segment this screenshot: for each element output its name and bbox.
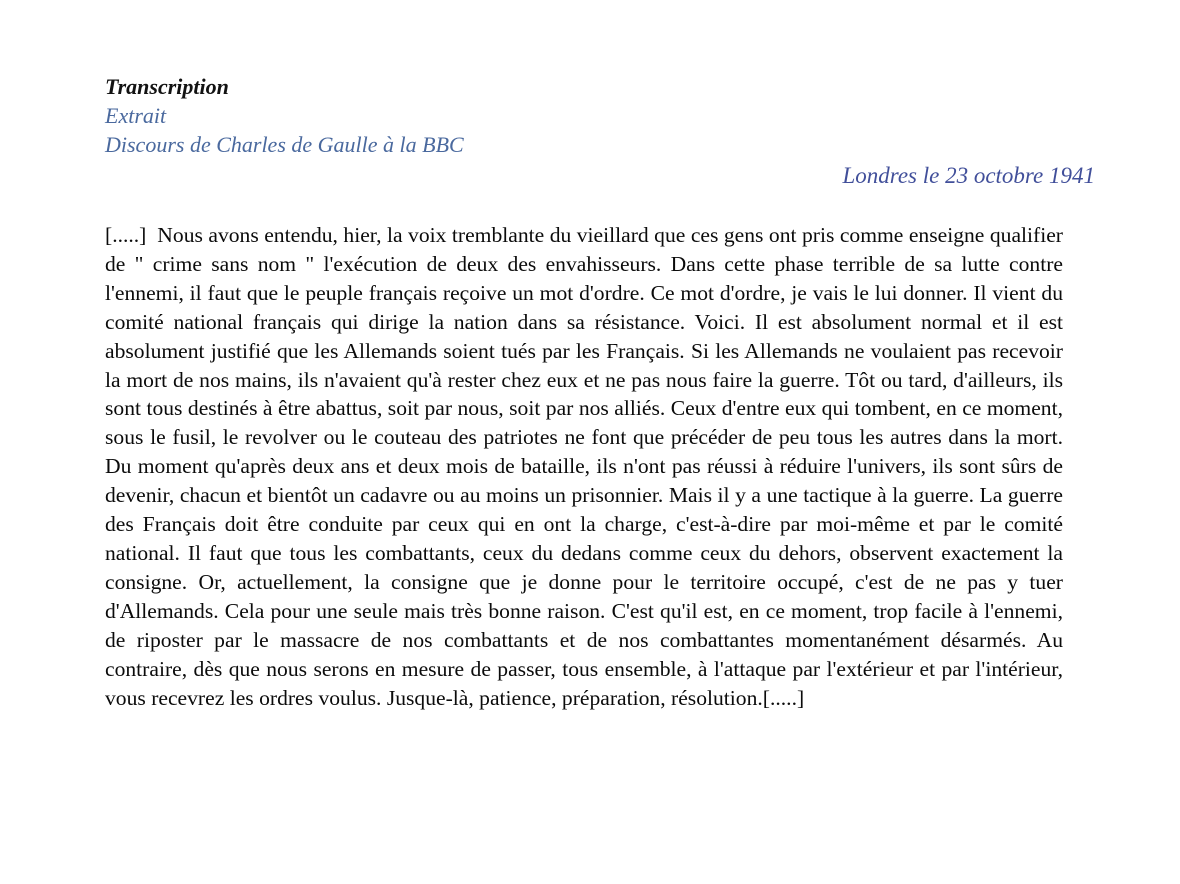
document-title: Transcription xyxy=(105,74,229,99)
document-subtitle-extrait: Extrait xyxy=(105,103,167,128)
document-content xyxy=(105,72,1095,712)
document-subtitle-discours: Discours de Charles de Gaulle à la BBC xyxy=(105,132,464,157)
document-dateline: Londres le 23 octobre 1941 xyxy=(842,163,1095,188)
speech-transcript-paragraph: [.....] Nous avons entendu, hier, la voix tremblante du vieillard que ces gens ont pris comme enseigne qualifier de " crime sans nom " l'exécution de deux des envahisseurs. Dans cette phase terrible de sa lutte contre l'ennemi, il faut que le peuple français reçoive un mot d'ordre. Ce mot d'ordre, je vais le lui donner. Il vient du comité national français qui dirige la nation dans sa résistance. Voici. Il est absolument normal et il est absolument justifié que les Allemands soient tués par les Français. Si les Allemands ne voulaient pas recevoir la mort de nos mains, ils n'avaient qu'à rester chez eux et ne pas nous faire la guerre. Tôt ou tard, d'ailleurs, ils sont tous destinés à être abattus, soit par nous, soit par nos alliés. Ceux d'entre eux qui tombent, en ce moment, sous le fusil, le revolver ou le couteau des patriotes ne font que précéder de peu tous les autres dans la mort. Du moment qu'après deux ans et deux mois de bataille, ils n'ont pas réussi à réduire l'univers, ils sont sûrs de devenir, chacun et bientôt un cadavre ou au moins un prisonnier. Mais il y a une tactique à la guerre. La guerre des Français doit être conduite par ceux qui en ont la charge, c'est-à-dire par moi-même et par le comité national. Il faut que tous les combattants, ceux du dedans comme ceux du dehors, observent exactement la consigne. Or, actuellement, la consigne que je donne pour le territoire occupé, c'est de ne pas y tuer d'Allemands. Cela pour une seule mais très bonne raison. C'est qu'il est, en ce moment, trop facile à l'ennemi, de riposter par le massacre de nos combattants et de nos combattantes momentanément désarmés. Au contraire, dès que nous serons en mesure de passer, tous ensemble, à l'attaque par l'extérieur et par l'intérieur, vous recevrez les ordres voulus. Jusque-là, patience, préparation, résolution.[.....] xyxy=(105,223,1069,710)
